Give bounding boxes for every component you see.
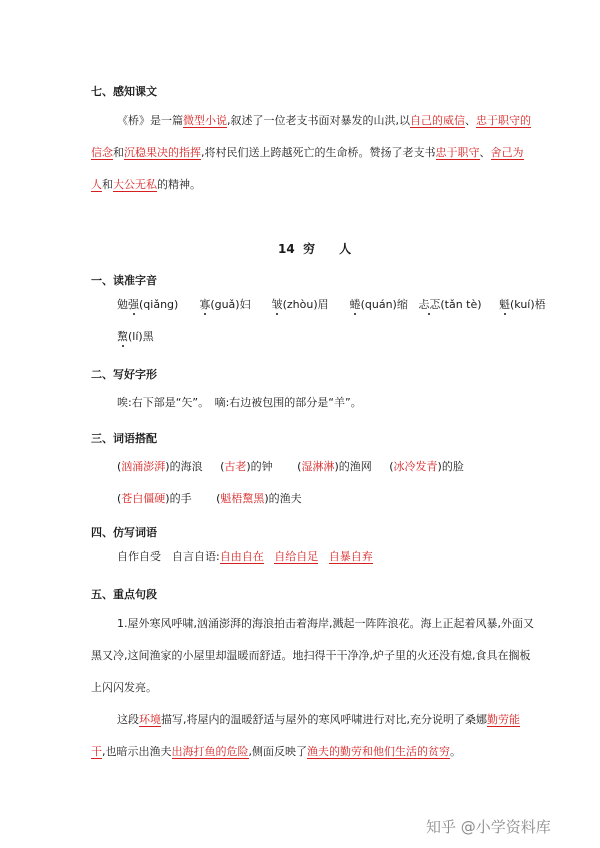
- text: 、: [465, 114, 476, 127]
- pinyin-item: [272, 298, 329, 311]
- text: 的渔网: [338, 460, 372, 473]
- answer: 信念: [91, 146, 113, 159]
- pinyin-row-1: [117, 298, 546, 311]
- text: ,叙述了一位老支书面对暴发的山洪,以: [227, 114, 410, 127]
- answer: 微型小说: [183, 114, 227, 127]
- dotted-char: 忐忑: [418, 298, 441, 311]
- section-heading-4: 四、仿写词语: [91, 526, 157, 539]
- answer: 勤劳能: [487, 713, 520, 726]
- pinyin: (quán)缩: [360, 298, 408, 311]
- dotted-char: 蜷: [349, 298, 361, 311]
- text: 的脸: [441, 460, 464, 473]
- pinyin-item: [418, 298, 481, 311]
- answer: 干: [91, 745, 102, 758]
- s5-p2-line-2: [91, 745, 461, 758]
- dotted-char: 黧: [117, 330, 128, 343]
- section-heading-2: 二、写好字形: [91, 368, 157, 381]
- section-heading-5: 五、重点句段: [91, 588, 157, 601]
- collocation-row-2: (苍白僵硬)的手 (魁梧黧黑)的渔夫: [117, 492, 302, 505]
- section-heading-7: 七、感知课文: [91, 85, 157, 98]
- answer: 自给自足: [274, 550, 319, 563]
- answer: 魁梧黧黑: [220, 492, 265, 505]
- lesson-name: 穷 人: [303, 242, 352, 256]
- dotted-char: 皱: [271, 298, 283, 311]
- pinyin-row-2: [117, 330, 154, 343]
- answer: 汹涌澎湃: [121, 460, 166, 473]
- text: 的钟: [250, 460, 273, 473]
- text: 和: [102, 178, 113, 191]
- text: 、: [479, 146, 491, 159]
- s7-line-2: [91, 146, 524, 159]
- answer: 人: [91, 178, 102, 191]
- answer: 出海打鱼的危险: [171, 745, 249, 758]
- text: 的渔夫: [268, 492, 302, 505]
- pinyin-item: [350, 298, 408, 311]
- answer: 渔夫的勤劳和他们生活的贫穷: [307, 745, 450, 758]
- pinyin: (qiǎng): [139, 298, 179, 311]
- answer: 沉稳果决的指挥: [124, 146, 201, 159]
- answer: 忠于职守: [435, 146, 480, 159]
- text: ,将村民们送上跨越死亡的生命桥。赞扬了老支书: [201, 146, 436, 159]
- answer: 古老: [224, 460, 247, 473]
- answer: 环境: [139, 713, 161, 726]
- s5-p1-line-1: 1.屋外寒风呼啸,汹涌澎湃的海浪拍击着海岸,溅起一阵阵浪花。海上正起着风暴,外面又: [117, 617, 534, 630]
- text: 的精神。: [157, 178, 201, 191]
- answer: 湿淋淋: [301, 460, 335, 473]
- text: 的海浪: [169, 460, 203, 473]
- pinyin-item: [499, 298, 546, 311]
- pinyin: (tǎn tè): [440, 298, 482, 311]
- lesson-title: [278, 240, 351, 257]
- imitation-row: [117, 550, 373, 563]
- text: ,侧面反映了: [248, 745, 307, 758]
- collocation-row-1: (汹涌澎湃)的海浪 (古老)的钟 (湿淋淋)的渔网 (冰冷发青)的脸: [117, 460, 464, 473]
- dotted-char: 寡: [199, 298, 211, 311]
- s7-line-1: [117, 114, 531, 127]
- answer: 忠于职守的: [476, 114, 531, 127]
- lesson-number: 14: [278, 242, 295, 256]
- text: ,也暗示出渔夫: [102, 745, 172, 758]
- dotted-char: 魁: [499, 298, 511, 311]
- answer: 苍白僵硬: [121, 492, 166, 505]
- text: 这段: [117, 713, 139, 726]
- section-heading-1: 一、读准字音: [91, 274, 157, 287]
- watermark: 知乎 @小学资料库: [426, 818, 551, 836]
- pinyin: (kuí)梧: [510, 298, 546, 311]
- pinyin-item: 勉强(qiǎng): [117, 298, 179, 311]
- text: 描写,将屋内的温暖舒适与屋外的寒风呼啸进行对比,充分说明了桑娜: [161, 713, 487, 726]
- s2-text: 唉:右下部是“矢”。 嘀:右边被包围的部分是“羊”。: [117, 396, 362, 409]
- answer: 舍己为: [490, 146, 524, 159]
- pinyin: (zhòu)眉: [282, 298, 329, 311]
- pinyin-item: [199, 298, 250, 311]
- text: 的手: [169, 492, 192, 505]
- text: 和: [113, 146, 124, 159]
- text: 《桥》是一篇: [117, 114, 183, 127]
- pinyin: (lí)黑: [128, 330, 154, 343]
- text: 。: [450, 745, 461, 758]
- s7-line-3: [91, 178, 201, 191]
- s5-p1-line-2: 黑又冷,这间渔家的小屋里却温暖而舒适。地扫得干干净净,炉子里的火还没有熄,食具在搁板: [91, 649, 531, 662]
- answer: 自己的威信: [410, 114, 465, 127]
- dotted-char: 强: [128, 298, 139, 311]
- s5-p2-line-1: [117, 713, 520, 726]
- text: 自作自受 自言自语:: [117, 550, 220, 563]
- answer: 自由自在: [219, 550, 264, 563]
- answer: 自暴自弃: [328, 550, 373, 563]
- answer: 冰冷发青: [393, 460, 438, 473]
- section-heading-3: 三、词语搭配: [91, 432, 157, 445]
- answer: 大公无私: [113, 178, 157, 191]
- pinyin: (guǎ)妇: [210, 298, 251, 311]
- s5-p1-line-3: 上闪闪发亮。: [91, 681, 157, 694]
